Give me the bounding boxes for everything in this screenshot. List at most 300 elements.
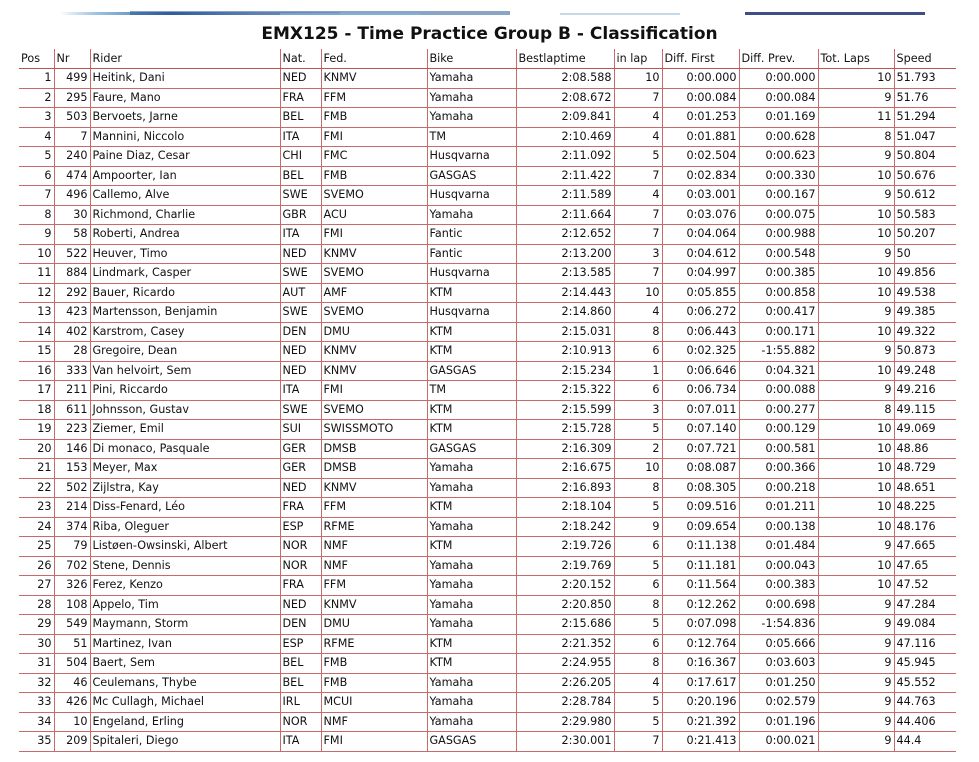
cell-diff-first: 0:06.646 <box>662 361 739 381</box>
cell-bike: KTM <box>427 322 516 342</box>
column-header-tot-laps: Tot. Laps <box>818 49 894 69</box>
cell-pos: 24 <box>19 517 54 537</box>
cell-bike: Yamaha <box>427 595 516 615</box>
cell-nat: IRL <box>280 693 321 713</box>
cell-diff-first: 0:11.564 <box>662 576 739 596</box>
cell-diff-prev: 0:00.581 <box>739 439 818 459</box>
cell-bestlaptime: 2:20.850 <box>516 595 614 615</box>
cell-tot-laps: 9 <box>818 244 894 264</box>
cell-bestlaptime: 2:16.675 <box>516 459 614 479</box>
cell-diff-first: 0:17.617 <box>662 673 739 693</box>
cell-pos: 9 <box>19 225 54 245</box>
cell-pos: 30 <box>19 634 54 654</box>
cell-bike: KTM <box>427 400 516 420</box>
cell-bike: KTM <box>427 283 516 303</box>
cell-fed: MCUI <box>321 693 427 713</box>
cell-tot-laps: 10 <box>818 283 894 303</box>
cell-bestlaptime: 2:15.728 <box>516 420 614 440</box>
cell-in-lap: 3 <box>614 244 662 264</box>
cell-pos: 12 <box>19 283 54 303</box>
cell-rider: Karstrom, Casey <box>90 322 280 342</box>
cell-bestlaptime: 2:12.652 <box>516 225 614 245</box>
cell-bike: Husqvarna <box>427 303 516 323</box>
cell-tot-laps: 10 <box>818 69 894 89</box>
cell-diff-prev: 0:00.366 <box>739 459 818 479</box>
cell-fed: DMSB <box>321 439 427 459</box>
cell-bestlaptime: 2:11.422 <box>516 166 614 186</box>
cell-diff-prev: 0:00.698 <box>739 595 818 615</box>
cell-pos: 4 <box>19 127 54 147</box>
cell-bike: Yamaha <box>427 576 516 596</box>
cell-in-lap: 4 <box>614 303 662 323</box>
cell-rider: Stene, Dennis <box>90 556 280 576</box>
table-row <box>19 498 956 518</box>
cell-pos: 8 <box>19 205 54 225</box>
cell-rider: Richmond, Charlie <box>90 205 280 225</box>
cell-nat: GER <box>280 459 321 479</box>
cell-bestlaptime: 2:09.841 <box>516 108 614 128</box>
cell-speed: 44.763 <box>894 693 956 713</box>
cell-tot-laps: 9 <box>818 634 894 654</box>
cell-diff-prev: 0:00.129 <box>739 420 818 440</box>
cell-in-lap: 2 <box>614 439 662 459</box>
cell-rider: Martensson, Benjamin <box>90 303 280 323</box>
table-row <box>19 166 956 186</box>
cell-bestlaptime: 2:20.152 <box>516 576 614 596</box>
cell-in-lap: 6 <box>614 342 662 362</box>
cell-bestlaptime: 2:15.322 <box>516 381 614 401</box>
column-header-speed: Speed <box>894 49 956 69</box>
cell-pos: 2 <box>19 88 54 108</box>
cell-nat: NED <box>280 595 321 615</box>
cell-in-lap: 7 <box>614 205 662 225</box>
column-header-nat: Nat. <box>280 49 321 69</box>
cell-diff-prev: 0:00.171 <box>739 322 818 342</box>
cell-tot-laps: 9 <box>818 147 894 167</box>
table-row <box>19 615 956 635</box>
cell-nr: 214 <box>54 498 90 518</box>
cell-rider: Heitink, Dani <box>90 69 280 89</box>
cell-speed: 47.116 <box>894 634 956 654</box>
cell-bike: Fantic <box>427 244 516 264</box>
cell-fed: FFM <box>321 576 427 596</box>
cell-fed: SWISSMOTO <box>321 420 427 440</box>
cell-diff-prev: 0:00.043 <box>739 556 818 576</box>
cell-nr: 28 <box>54 342 90 362</box>
table-row <box>19 556 956 576</box>
cell-tot-laps: 10 <box>818 459 894 479</box>
cell-in-lap: 4 <box>614 127 662 147</box>
cell-nr: 292 <box>54 283 90 303</box>
cell-nr: 503 <box>54 108 90 128</box>
cell-in-lap: 6 <box>614 537 662 557</box>
column-header-bestlaptime: Bestlaptime <box>516 49 614 69</box>
cell-bestlaptime: 2:21.352 <box>516 634 614 654</box>
cell-nat: SWE <box>280 186 321 206</box>
table-row <box>19 244 956 264</box>
cell-nr: 504 <box>54 654 90 674</box>
column-header-bike: Bike <box>427 49 516 69</box>
cell-tot-laps: 9 <box>818 88 894 108</box>
cell-pos: 26 <box>19 556 54 576</box>
cell-speed: 51.294 <box>894 108 956 128</box>
cell-bestlaptime: 2:13.585 <box>516 264 614 284</box>
cell-speed: 50.583 <box>894 205 956 225</box>
cell-speed: 51.793 <box>894 69 956 89</box>
cell-speed: 50.207 <box>894 225 956 245</box>
table-row <box>19 693 956 713</box>
cell-bike: Husqvarna <box>427 264 516 284</box>
table-body <box>19 69 956 752</box>
cell-tot-laps: 9 <box>818 186 894 206</box>
cell-pos: 22 <box>19 478 54 498</box>
cell-fed: SVEMO <box>321 186 427 206</box>
cell-speed: 50.804 <box>894 147 956 167</box>
cell-speed: 51.047 <box>894 127 956 147</box>
cell-fed: NMF <box>321 712 427 732</box>
cell-bike: Husqvarna <box>427 186 516 206</box>
cell-speed: 49.115 <box>894 400 956 420</box>
cell-tot-laps: 11 <box>818 108 894 128</box>
column-header-in-lap: in lap <box>614 49 662 69</box>
cell-pos: 28 <box>19 595 54 615</box>
cell-rider: Meyer, Max <box>90 459 280 479</box>
cell-rider: Mc Cullagh, Michael <box>90 693 280 713</box>
column-header-pos: Pos <box>19 49 54 69</box>
cell-bestlaptime: 2:16.309 <box>516 439 614 459</box>
cell-fed: FMB <box>321 108 427 128</box>
cell-nr: 7 <box>54 127 90 147</box>
cell-diff-prev: 0:00.330 <box>739 166 818 186</box>
table-row <box>19 88 956 108</box>
cell-diff-first: 0:12.764 <box>662 634 739 654</box>
cell-speed: 45.945 <box>894 654 956 674</box>
cell-in-lap: 4 <box>614 186 662 206</box>
cell-rider: Ziemer, Emil <box>90 420 280 440</box>
cell-in-lap: 5 <box>614 147 662 167</box>
cell-bestlaptime: 2:11.092 <box>516 147 614 167</box>
cell-in-lap: 7 <box>614 264 662 284</box>
table-row <box>19 147 956 167</box>
cell-nat: GER <box>280 439 321 459</box>
cell-in-lap: 8 <box>614 322 662 342</box>
cell-bike: Yamaha <box>427 712 516 732</box>
cell-in-lap: 5 <box>614 498 662 518</box>
cell-fed: FFM <box>321 88 427 108</box>
cell-rider: Di monaco, Pasquale <box>90 439 280 459</box>
cell-diff-first: 0:03.076 <box>662 205 739 225</box>
cell-speed: 49.084 <box>894 615 956 635</box>
cell-fed: KNMV <box>321 478 427 498</box>
cell-in-lap: 6 <box>614 576 662 596</box>
cell-tot-laps: 8 <box>818 400 894 420</box>
cell-nat: NED <box>280 342 321 362</box>
cell-diff-prev: -1:55.882 <box>739 342 818 362</box>
cell-bike: GASGAS <box>427 439 516 459</box>
cell-tot-laps: 10 <box>818 439 894 459</box>
column-header-nr: Nr <box>54 49 90 69</box>
cell-speed: 48.176 <box>894 517 956 537</box>
cell-nat: ITA <box>280 127 321 147</box>
cell-diff-first: 0:04.997 <box>662 264 739 284</box>
cell-speed: 48.651 <box>894 478 956 498</box>
cell-diff-prev: 0:01.250 <box>739 673 818 693</box>
cell-nat: BEL <box>280 108 321 128</box>
cell-diff-prev: 0:00.385 <box>739 264 818 284</box>
cell-bestlaptime: 2:13.200 <box>516 244 614 264</box>
cell-speed: 50.873 <box>894 342 956 362</box>
cell-rider: Heuver, Timo <box>90 244 280 264</box>
cell-pos: 5 <box>19 147 54 167</box>
cell-diff-first: 0:00.000 <box>662 69 739 89</box>
cell-nat: FRA <box>280 576 321 596</box>
cell-bike: Yamaha <box>427 205 516 225</box>
cell-nat: AUT <box>280 283 321 303</box>
cell-nat: DEN <box>280 322 321 342</box>
cell-fed: DMU <box>321 322 427 342</box>
cell-nat: NOR <box>280 537 321 557</box>
cell-tot-laps: 10 <box>818 264 894 284</box>
cell-bike: Yamaha <box>427 108 516 128</box>
column-header-rider: Rider <box>90 49 280 69</box>
cell-in-lap: 10 <box>614 283 662 303</box>
cell-in-lap: 10 <box>614 69 662 89</box>
cell-nr: 51 <box>54 634 90 654</box>
cell-nr: 209 <box>54 732 90 752</box>
cell-bike: Yamaha <box>427 556 516 576</box>
cell-diff-prev: 0:00.623 <box>739 147 818 167</box>
cell-diff-prev: 0:00.628 <box>739 127 818 147</box>
cell-speed: 49.248 <box>894 361 956 381</box>
cell-diff-prev: 0:04.321 <box>739 361 818 381</box>
cell-fed: KNMV <box>321 361 427 381</box>
cell-diff-first: 0:09.654 <box>662 517 739 537</box>
cell-bike: GASGAS <box>427 361 516 381</box>
cell-bike: Fantic <box>427 225 516 245</box>
cell-in-lap: 7 <box>614 88 662 108</box>
page-title: EMX125 - Time Practice Group B - Classification <box>261 24 718 44</box>
cell-diff-prev: 0:01.211 <box>739 498 818 518</box>
cell-bike: TM <box>427 381 516 401</box>
cell-in-lap: 5 <box>614 712 662 732</box>
cell-pos: 20 <box>19 439 54 459</box>
cell-diff-prev: 0:01.484 <box>739 537 818 557</box>
cell-nat: BEL <box>280 654 321 674</box>
cell-nat: NED <box>280 244 321 264</box>
cell-bike: KTM <box>427 654 516 674</box>
cell-diff-first: 0:11.138 <box>662 537 739 557</box>
cell-in-lap: 3 <box>614 400 662 420</box>
cell-nr: 884 <box>54 264 90 284</box>
cell-speed: 49.322 <box>894 322 956 342</box>
cell-speed: 49.385 <box>894 303 956 323</box>
cell-nat: FRA <box>280 498 321 518</box>
cell-diff-prev: 0:01.196 <box>739 712 818 732</box>
cell-rider: Listøen-Owsinski, Albert <box>90 537 280 557</box>
cell-diff-prev: 0:00.000 <box>739 69 818 89</box>
cell-tot-laps: 10 <box>818 576 894 596</box>
cell-pos: 3 <box>19 108 54 128</box>
cell-fed: FMI <box>321 127 427 147</box>
cell-diff-first: 0:09.516 <box>662 498 739 518</box>
cell-bike: Yamaha <box>427 693 516 713</box>
cell-rider: Ampoorter, Ian <box>90 166 280 186</box>
cell-nat: SWE <box>280 303 321 323</box>
cell-bestlaptime: 2:08.588 <box>516 69 614 89</box>
cell-diff-first: 0:08.305 <box>662 478 739 498</box>
cell-diff-prev: 0:00.021 <box>739 732 818 752</box>
classification-table <box>19 49 956 752</box>
cell-fed: RFME <box>321 634 427 654</box>
cell-nat: DEN <box>280 615 321 635</box>
cell-nat: ESP <box>280 517 321 537</box>
cell-bestlaptime: 2:15.031 <box>516 322 614 342</box>
cell-fed: SVEMO <box>321 303 427 323</box>
cell-tot-laps: 10 <box>818 361 894 381</box>
cell-nat: NOR <box>280 556 321 576</box>
cell-in-lap: 5 <box>614 615 662 635</box>
cell-fed: KNMV <box>321 69 427 89</box>
cell-tot-laps: 9 <box>818 712 894 732</box>
cell-diff-first: 0:21.413 <box>662 732 739 752</box>
cell-tot-laps: 10 <box>818 498 894 518</box>
cell-tot-laps: 10 <box>818 205 894 225</box>
cell-speed: 50.676 <box>894 166 956 186</box>
cell-nat: NOR <box>280 712 321 732</box>
cell-speed: 49.069 <box>894 420 956 440</box>
cell-nr: 426 <box>54 693 90 713</box>
table-row <box>19 517 956 537</box>
cell-pos: 25 <box>19 537 54 557</box>
cell-bestlaptime: 2:29.980 <box>516 712 614 732</box>
cell-bike: GASGAS <box>427 732 516 752</box>
cell-pos: 14 <box>19 322 54 342</box>
table-row <box>19 537 956 557</box>
cell-pos: 34 <box>19 712 54 732</box>
cell-nr: 502 <box>54 478 90 498</box>
cell-diff-first: 0:01.881 <box>662 127 739 147</box>
cell-nr: 153 <box>54 459 90 479</box>
table-row <box>19 478 956 498</box>
cell-in-lap: 7 <box>614 732 662 752</box>
cell-bestlaptime: 2:14.860 <box>516 303 614 323</box>
cell-diff-first: 0:02.834 <box>662 166 739 186</box>
table-row <box>19 420 956 440</box>
cell-bestlaptime: 2:15.234 <box>516 361 614 381</box>
cell-bike: Yamaha <box>427 673 516 693</box>
cell-rider: Spitaleri, Diego <box>90 732 280 752</box>
cell-nr: 549 <box>54 615 90 635</box>
cell-pos: 16 <box>19 361 54 381</box>
cell-tot-laps: 9 <box>818 654 894 674</box>
cell-diff-prev: 0:00.548 <box>739 244 818 264</box>
cell-diff-prev: 0:00.277 <box>739 400 818 420</box>
cell-in-lap: 8 <box>614 595 662 615</box>
cell-bestlaptime: 2:11.664 <box>516 205 614 225</box>
cell-fed: FMI <box>321 381 427 401</box>
cell-rider: Roberti, Andrea <box>90 225 280 245</box>
table-row <box>19 186 956 206</box>
cell-diff-first: 0:00.084 <box>662 88 739 108</box>
cell-tot-laps: 9 <box>818 615 894 635</box>
cell-nr: 108 <box>54 595 90 615</box>
cell-in-lap: 1 <box>614 361 662 381</box>
cell-bestlaptime: 2:30.001 <box>516 732 614 752</box>
cell-in-lap: 6 <box>614 634 662 654</box>
table-row <box>19 595 956 615</box>
table-row <box>19 69 956 89</box>
cell-in-lap: 7 <box>614 166 662 186</box>
table-row <box>19 400 956 420</box>
cell-fed: FMC <box>321 147 427 167</box>
cell-in-lap: 6 <box>614 381 662 401</box>
cell-pos: 19 <box>19 420 54 440</box>
cell-fed: FMB <box>321 166 427 186</box>
cell-bike: KTM <box>427 420 516 440</box>
table-row <box>19 381 956 401</box>
cell-speed: 47.665 <box>894 537 956 557</box>
cell-fed: FMB <box>321 654 427 674</box>
cell-diff-first: 0:07.011 <box>662 400 739 420</box>
cell-bike: Yamaha <box>427 88 516 108</box>
cell-pos: 6 <box>19 166 54 186</box>
cell-rider: Johnsson, Gustav <box>90 400 280 420</box>
cell-pos: 21 <box>19 459 54 479</box>
cell-fed: KNMV <box>321 595 427 615</box>
cell-tot-laps: 10 <box>818 322 894 342</box>
cell-speed: 48.729 <box>894 459 956 479</box>
cell-tot-laps: 8 <box>818 127 894 147</box>
cell-in-lap: 9 <box>614 517 662 537</box>
table-row <box>19 108 956 128</box>
cell-bike: KTM <box>427 342 516 362</box>
cell-tot-laps: 10 <box>818 556 894 576</box>
cell-nr: 611 <box>54 400 90 420</box>
cell-bike: TM <box>427 127 516 147</box>
cell-speed: 47.52 <box>894 576 956 596</box>
cell-speed: 45.552 <box>894 673 956 693</box>
cell-speed: 44.4 <box>894 732 956 752</box>
cell-fed: ACU <box>321 205 427 225</box>
cell-rider: Van helvoirt, Sem <box>90 361 280 381</box>
cell-fed: NMF <box>321 537 427 557</box>
cell-tot-laps: 9 <box>818 537 894 557</box>
cell-rider: Lindmark, Casper <box>90 264 280 284</box>
cell-speed: 47.284 <box>894 595 956 615</box>
cell-diff-first: 0:05.855 <box>662 283 739 303</box>
cell-speed: 51.76 <box>894 88 956 108</box>
cell-fed: DMU <box>321 615 427 635</box>
cell-nr: 46 <box>54 673 90 693</box>
cell-diff-prev: 0:00.417 <box>739 303 818 323</box>
cell-nr: 30 <box>54 205 90 225</box>
cell-bike: GASGAS <box>427 166 516 186</box>
cell-fed: SVEMO <box>321 400 427 420</box>
cell-diff-prev: 0:00.988 <box>739 225 818 245</box>
cell-nr: 423 <box>54 303 90 323</box>
cell-tot-laps: 10 <box>818 166 894 186</box>
table-row <box>19 205 956 225</box>
cell-speed: 48.225 <box>894 498 956 518</box>
cell-bestlaptime: 2:19.769 <box>516 556 614 576</box>
cell-speed: 48.86 <box>894 439 956 459</box>
cell-tot-laps: 9 <box>818 342 894 362</box>
cell-rider: Callemo, Alve <box>90 186 280 206</box>
cell-in-lap: 5 <box>614 420 662 440</box>
cell-nat: FRA <box>280 88 321 108</box>
cell-nr: 402 <box>54 322 90 342</box>
cell-nr: 474 <box>54 166 90 186</box>
